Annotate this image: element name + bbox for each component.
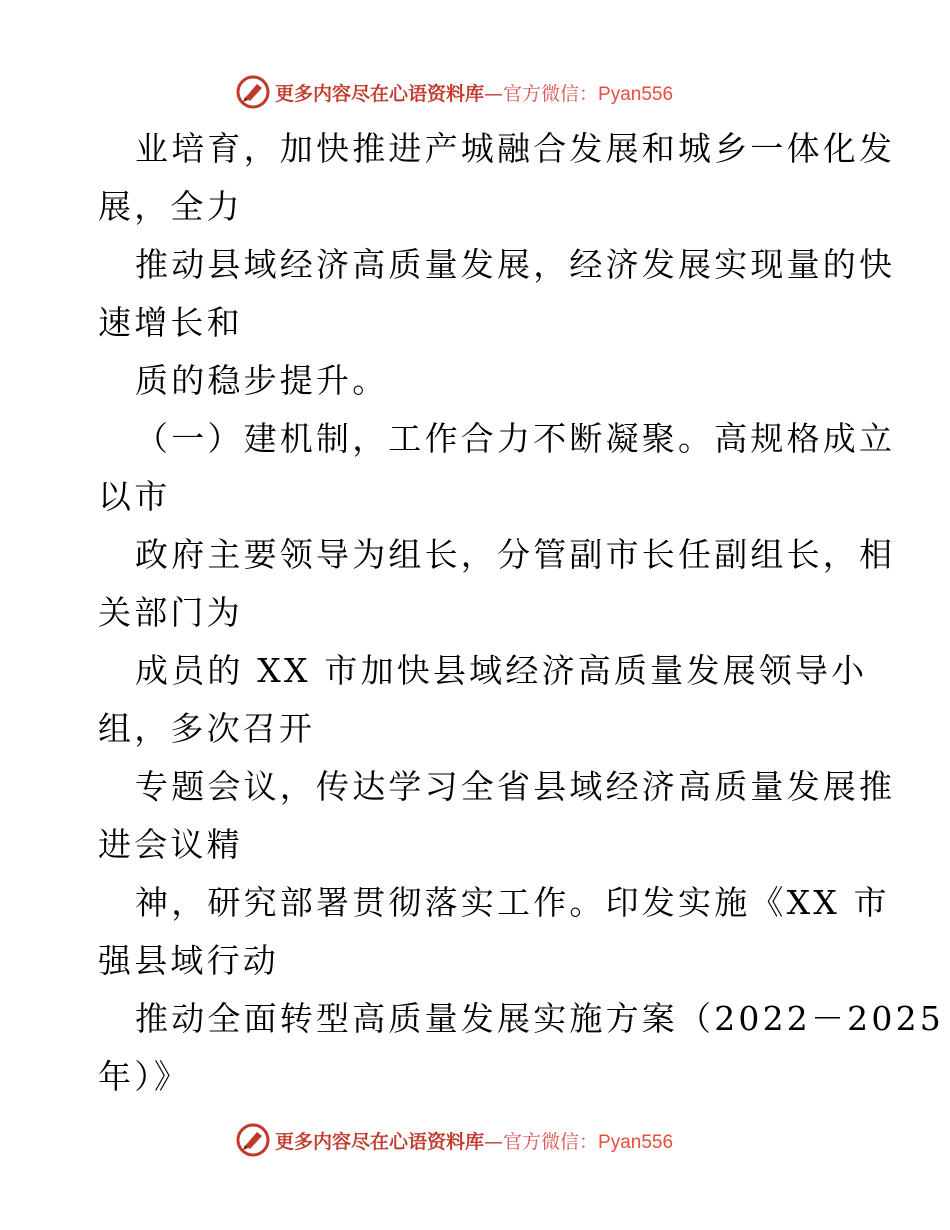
text-line: 年）》 xyxy=(98,1057,191,1096)
banner-text xyxy=(275,1127,673,1154)
banner-title: 更多内容尽在心语资料库 xyxy=(275,1130,485,1153)
text-line: 展，全力 xyxy=(98,187,243,226)
text-line: 推动县域经济高质量发展，经济发展实现量的快 xyxy=(135,245,896,284)
text-line: 神，研究部署贯彻落实工作。印发实施《XX 市 xyxy=(135,883,890,922)
banner-separator: — xyxy=(484,82,504,105)
text-line: 质的稳步提升。 xyxy=(135,361,389,400)
text-line: 组，多次召开 xyxy=(98,709,316,748)
banner-separator: — xyxy=(484,1130,504,1153)
banner-wechat-id: Pyan556 xyxy=(598,83,674,105)
brand-logo-icon xyxy=(235,1122,271,1158)
header-banner xyxy=(235,72,755,112)
text-line: 专题会议，传达学习全省县域经济高质量发展推 xyxy=(135,767,896,806)
text-line: 成员的 XX 市加快县域经济高质量发展领导小 xyxy=(135,651,868,690)
footer-banner xyxy=(235,1120,755,1160)
document-body xyxy=(98,120,944,1106)
banner-title: 更多内容尽在心语资料库 xyxy=(275,82,485,105)
banner-wechat-label: 官方微信： xyxy=(503,82,599,105)
text-line: 进会议精 xyxy=(98,825,243,864)
banner-wechat-id: Pyan556 xyxy=(598,1131,674,1153)
text-line: 强县域行动 xyxy=(98,941,279,980)
text-line: 推动全面转型高质量发展实施方案（2022－2025 xyxy=(135,999,944,1038)
brand-logo-icon xyxy=(235,74,271,110)
banner-text xyxy=(275,79,673,106)
text-line: 速增长和 xyxy=(98,303,243,342)
text-line: （一）建机制，工作合力不断凝聚。高规格成立 xyxy=(135,419,896,458)
text-line: 以市 xyxy=(98,477,171,516)
banner-wechat-label: 官方微信： xyxy=(503,1130,599,1153)
text-line: 关部门为 xyxy=(98,593,243,632)
text-line: 业培育，加快推进产城融合发展和城乡一体化发 xyxy=(135,129,896,168)
text-line: 政府主要领导为组长，分管副市长任副组长，相 xyxy=(135,535,896,574)
